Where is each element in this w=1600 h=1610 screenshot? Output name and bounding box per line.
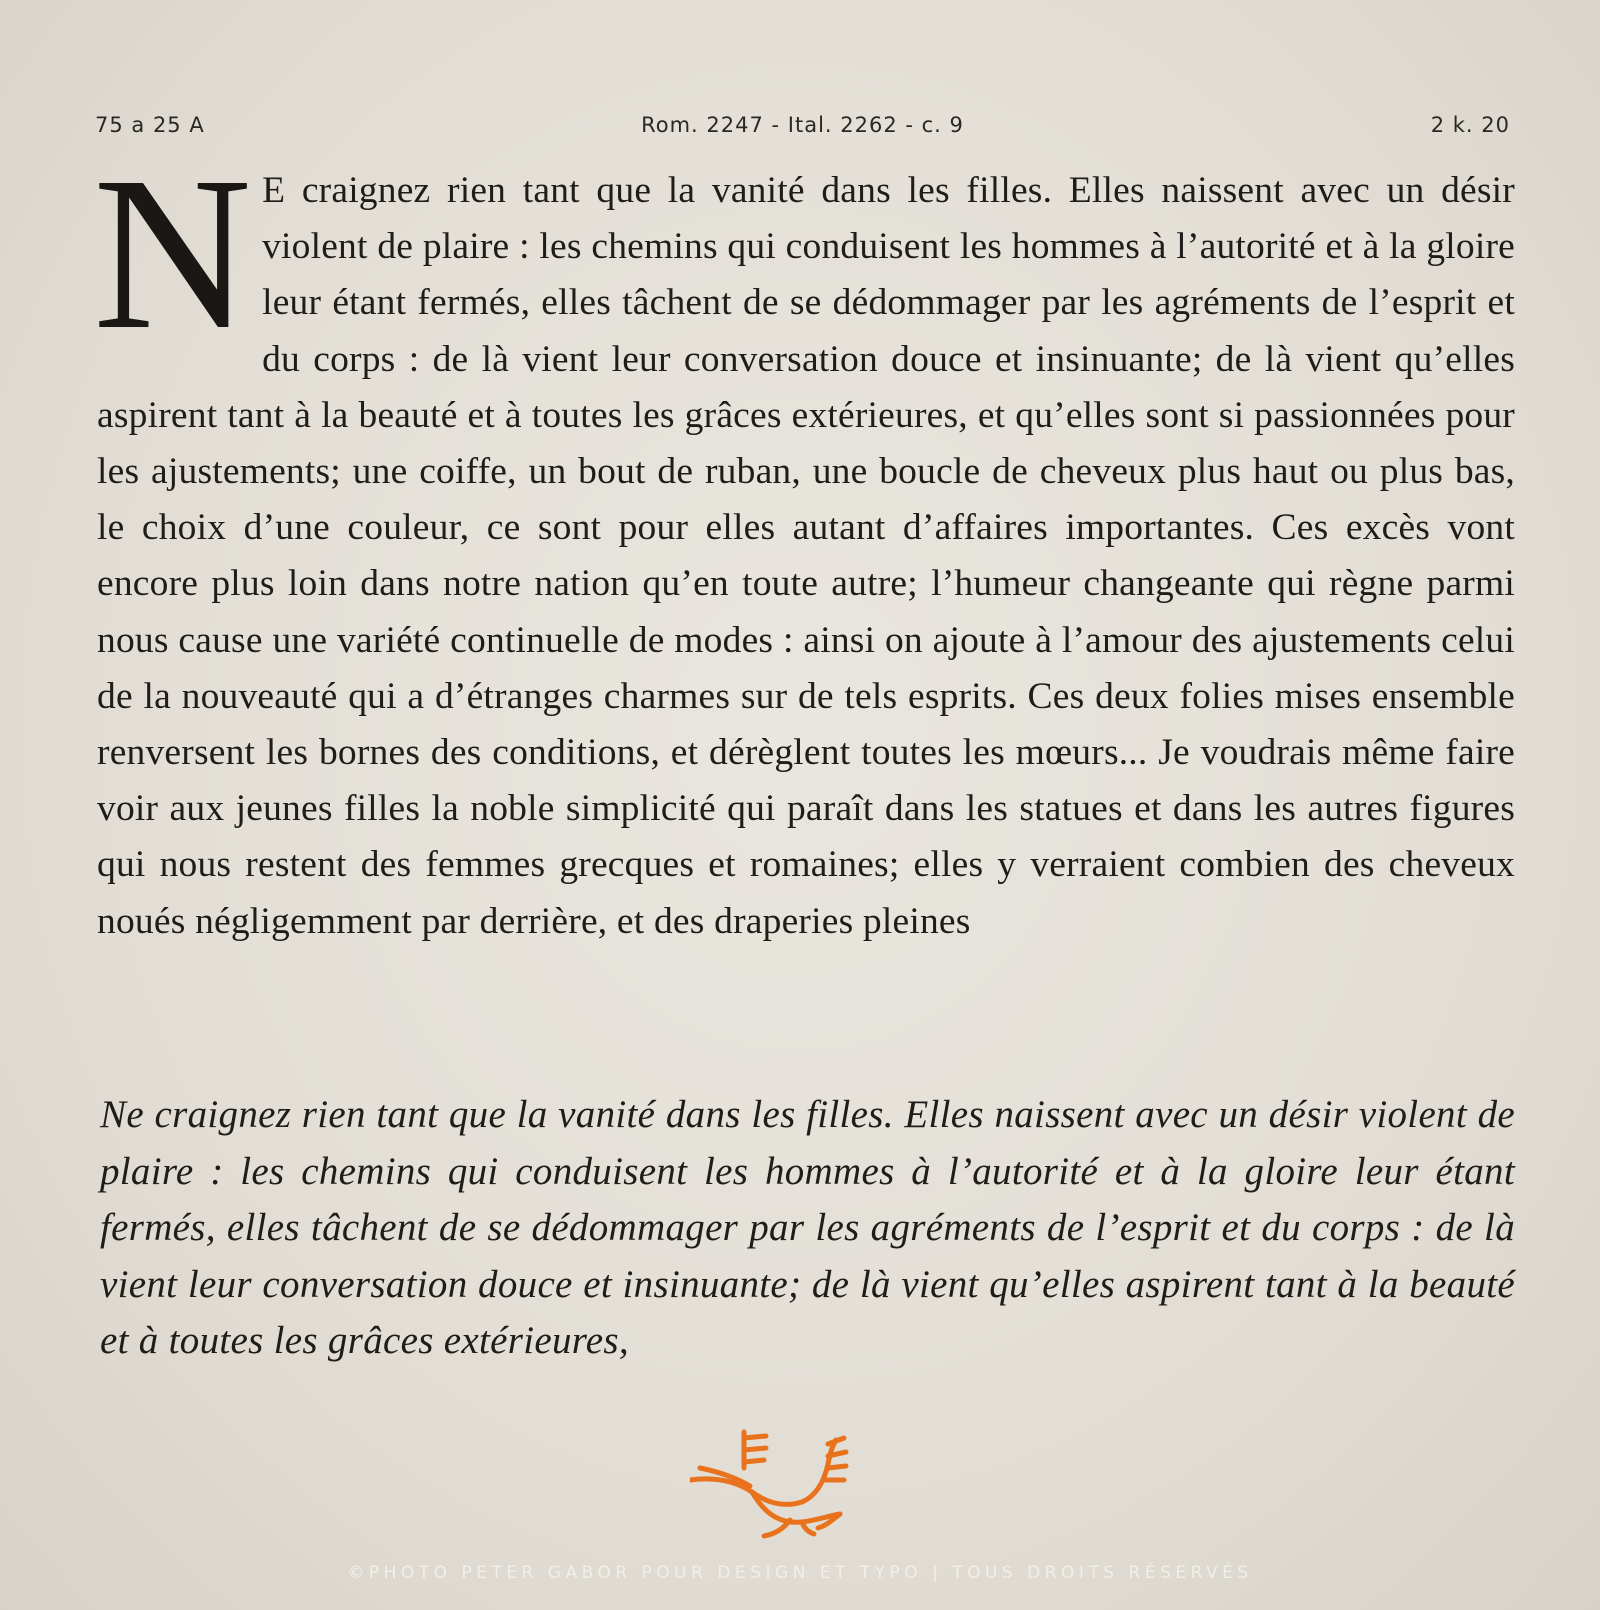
roman-paragraph xyxy=(93,131,1515,950)
roman-text-block xyxy=(93,131,1515,950)
header-code-right: 2 k. 20 xyxy=(1430,113,1510,137)
roman-body: E craignez rien tant que la vanité dans les filles. Elles naissent avec un désir violent de plaire : les chemins qui conduisent les hommes à l’autorité et à la gloire leur étant fermés, elles tâchent de se dédommager par les agréments de l’esprit et du corps : de là vient leur conversation douce et insinuante; de là vient qu’elles aspirent tant à la beauté et à toutes les grâces extérieures, et qu’elles sont si passionnées pour les ajustements; une coiffe, un bout de ruban, une boucle de cheveux plus haut ou plus bas, le choix d’une couleur, ce sont pour elles autant d’affaires importantes. Ces excès vont encore plus loin dans notre nation qu’en toute autre; l’humeur changeante qui règne parmi nous cause une variété continuelle de modes : ainsi on ajoute à l’amour des ajustements celui de la nouveauté qui a d’étranges charmes sur de tels esprits. Ces deux folies mises ensemble renversent les bornes des conditions, et dérèglent toutes les mœurs... Je voudrais même faire voir aux jeunes filles la noble simplicité qui paraît dans les statues et dans les autres figures qui nous restent des femmes grecques et romaines; elles y verraient combien des cheveux noués négligemment par derrière, et des draperies pleines xyxy=(97,170,1515,942)
drop-cap: N xyxy=(93,131,253,375)
page-header xyxy=(95,113,1510,143)
photo-credit: ©PHOTO PETER GABOR POUR DESIGN ET TYPO | TOUS DROITS RÉSERVÉS xyxy=(347,1563,1253,1583)
header-code-center: Rom. 2247 - Ital. 2262 - c. 9 xyxy=(641,113,964,137)
italic-body: Ne craignez rien tant que la vanité dans les filles. Elles naissent avec un désir violent de plaire : les chemins qui conduisent les hommes à l’autorité et à la gloire leur étant fermés, elles tâchent de se dédommager par les agréments de l’esprit et du corps : de là vient leur conversation douce et insinuante; de là vient qu’elles aspirent tant à la beauté et à toutes les grâces extérieures, xyxy=(100,1093,1515,1362)
bird-emblem-icon xyxy=(690,1424,870,1544)
header-code-left: 75 a 25 A xyxy=(95,113,205,137)
italic-text-block xyxy=(100,1087,1515,1370)
